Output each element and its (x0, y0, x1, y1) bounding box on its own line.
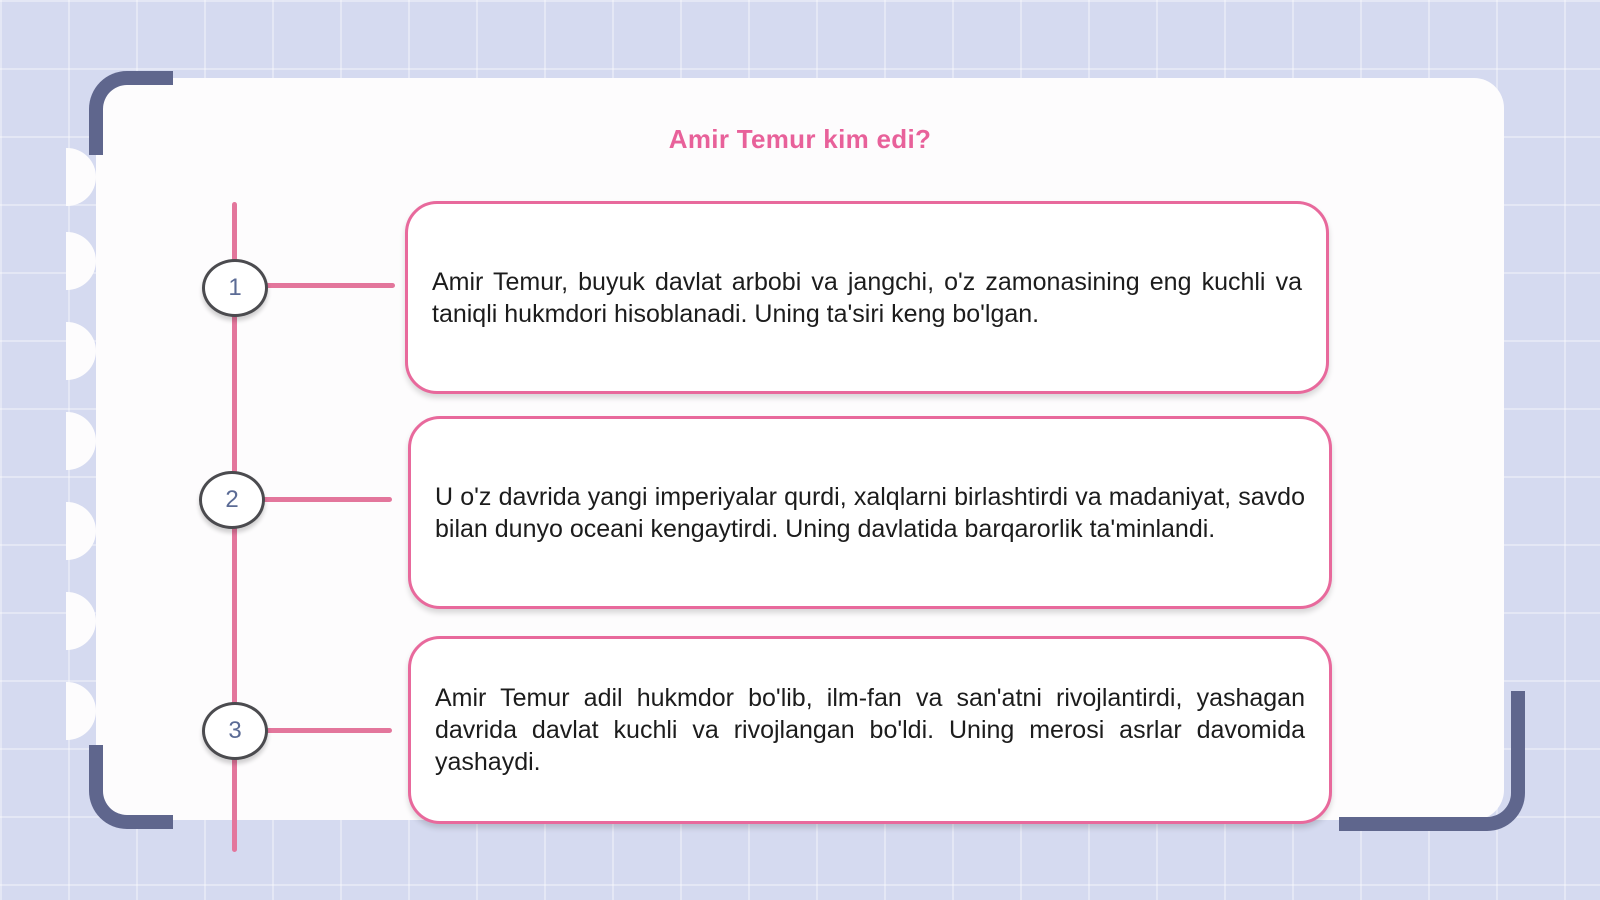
timeline-connector (265, 283, 395, 288)
timeline-item-text: U o'z davrida yangi imperiyalar qurdi, xalqlarni birlashtirdi va madaniyat, savdo bilan dunyo oceani kengaytirdi. Uning davlatida barqarorlik ta'minlandi. (435, 482, 1305, 543)
corner-bracket-bottom-left (89, 745, 173, 829)
card-tab-decoration (66, 412, 96, 470)
timeline-item-text: Amir Temur, buyuk davlat arbobi va jangchi, o'z zamonasining eng kuchli va taniqli hukmdori hisoblanadi. Uning ta'siri keng bo'lgan. (432, 267, 1302, 328)
timeline-item-text: Amir Temur adil hukmdor bo'lib, ilm-fan va san'atni rivojlantirdi, yashagan davrida davlat kuchli va rivojlangan bo'ldi. Uning merosi asrlar davomida yashaydi. (435, 684, 1305, 776)
card-tab-decoration (66, 148, 96, 206)
step-number-badge (202, 702, 268, 760)
slide-title: Amir Temur kim edi? (668, 124, 932, 154)
card-tab-decoration (66, 592, 96, 650)
timeline-item-box (408, 636, 1332, 824)
card-tab-decoration (66, 322, 96, 380)
timeline-connector (262, 497, 392, 502)
card-tab-decoration (66, 502, 96, 560)
step-number-badge (202, 259, 268, 317)
card-tab-decoration (66, 232, 96, 290)
corner-bracket-bottom-right (1339, 691, 1525, 831)
step-number: 3 (228, 717, 242, 744)
step-number: 1 (228, 274, 242, 301)
timeline-connector (265, 728, 392, 733)
timeline-item-box (408, 416, 1332, 609)
step-number-badge (199, 471, 265, 529)
card-tab-decoration (66, 682, 96, 740)
step-number: 2 (225, 486, 239, 513)
timeline-item-box (405, 201, 1329, 394)
